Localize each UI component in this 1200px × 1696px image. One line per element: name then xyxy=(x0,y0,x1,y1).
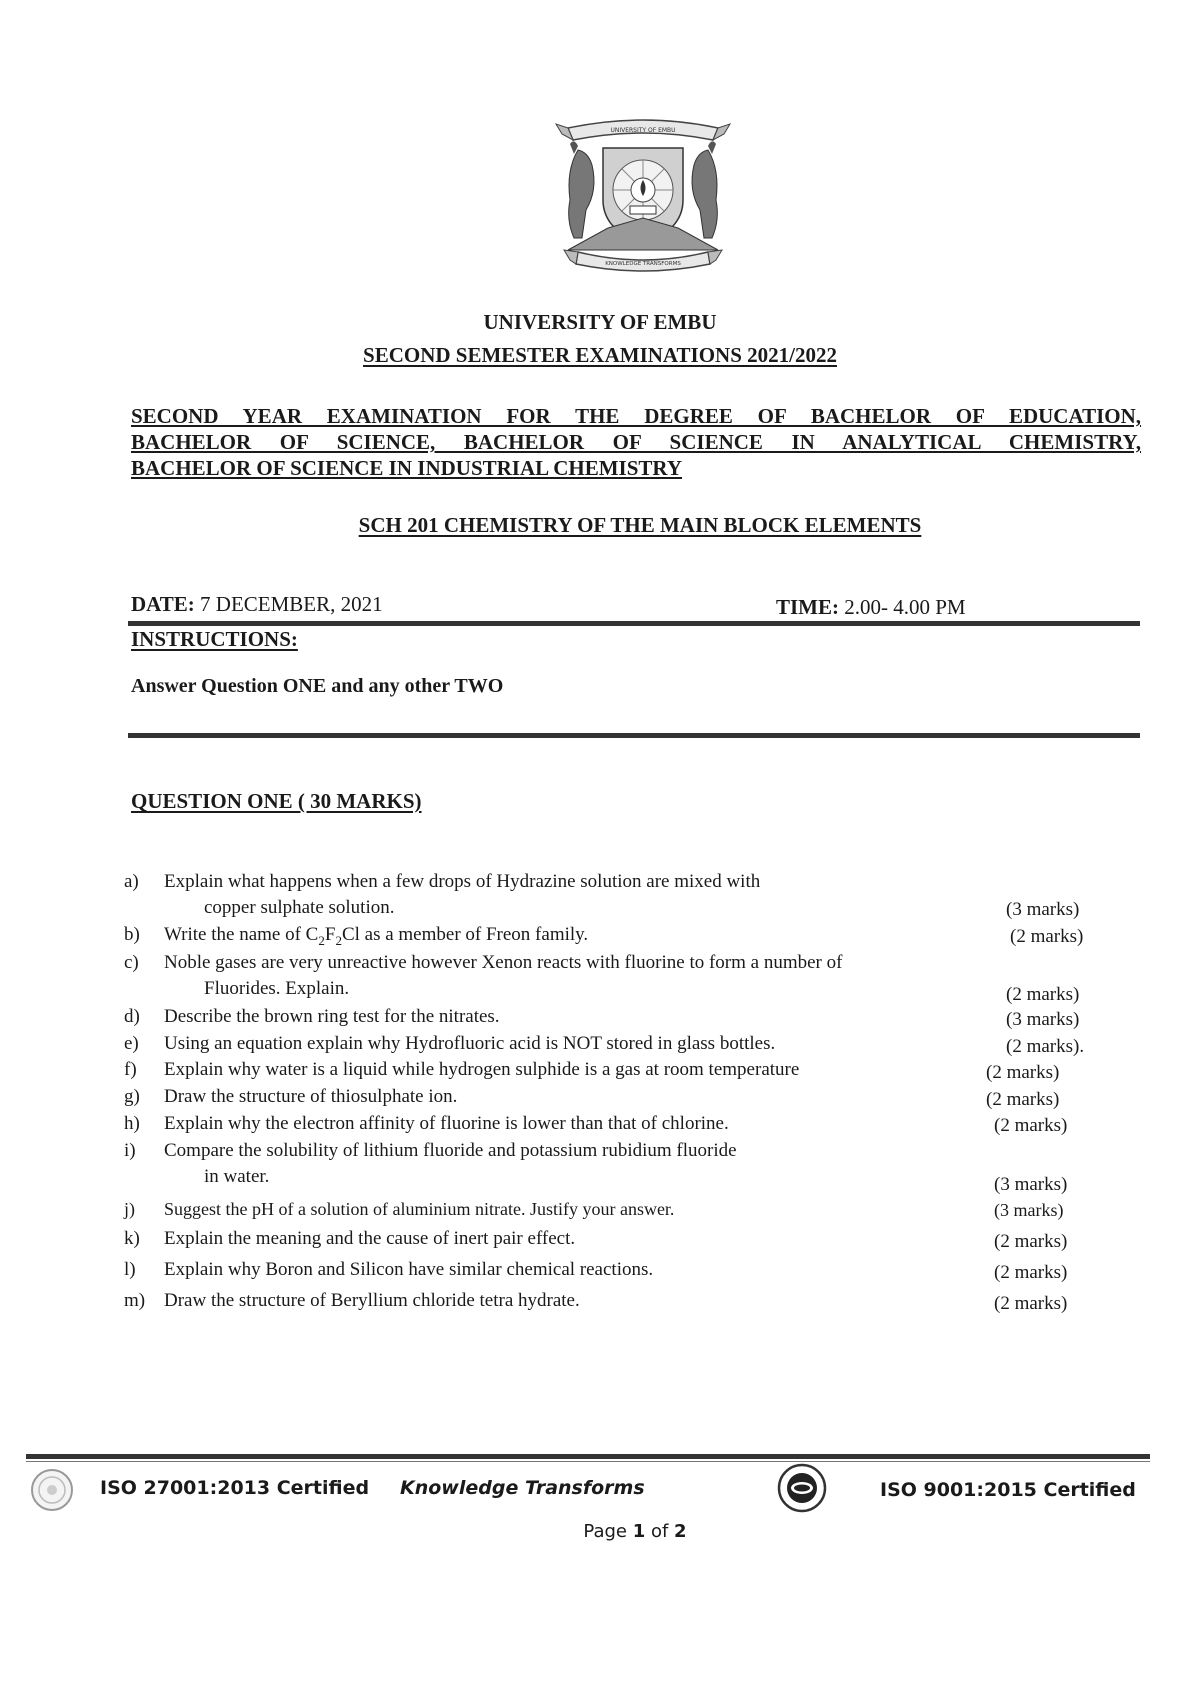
instructions-label: INSTRUCTIONS: xyxy=(131,627,298,651)
question-item: c) Noble gases are very unreactive however Xenon reacts with fluorine to form a number of Fluorides. Explain. (2 marks) xyxy=(124,952,1080,1005)
footer-divider xyxy=(26,1454,1150,1459)
question-item: b) Write the name of $C_2F_2Cl$ as a member of Freon family. (2 marks) xyxy=(124,924,1084,948)
university-name: UNIVERSITY OF EMBU xyxy=(483,310,717,334)
university-crest-logo xyxy=(548,110,738,280)
time-label: TIME: xyxy=(776,595,839,619)
question-item: a) Explain what happens when a few drops of Hydrazine solution are mixed with copper sulphate solution. (3 marks) xyxy=(124,871,1080,920)
exam-date xyxy=(131,592,383,617)
iso-certification-seal-icon xyxy=(30,1468,74,1512)
instructions-text: Answer Question ONE and any other TWO xyxy=(131,675,504,697)
semester-title: SECOND SEMESTER EXAMINATIONS 2021/2022 xyxy=(363,343,837,367)
question-item: i) Compare the solubility of lithium fluoride and potassium rubidium fluoride in water. (3 marks) xyxy=(124,1140,1068,1195)
crest-top-banner-text: UNIVERSITY OF EMBU xyxy=(610,127,676,134)
question-one-title: QUESTION ONE ( 30 MARKS) xyxy=(131,789,422,813)
page-number: Page 1 of 2 xyxy=(583,1521,687,1542)
degree-line-1: SECOND YEAR EXAMINATION FOR THE DEGREE OF BACHELOR OF EDUCATION, xyxy=(131,404,1141,428)
exam-time xyxy=(776,595,966,620)
footer-divider-thin xyxy=(26,1461,1150,1462)
course-title: SCH 201 CHEMISTRY OF THE MAIN BLOCK ELEMENTS xyxy=(358,513,922,537)
instructions-divider xyxy=(128,733,1140,738)
iso-9001-certification: ISO 9001:2015 Certified xyxy=(880,1479,1136,1501)
time-value: 2.00- 4.00 PM xyxy=(844,595,966,619)
degree-line-3: BACHELOR OF SCIENCE IN INDUSTRIAL CHEMISTRY xyxy=(131,456,683,480)
header-divider xyxy=(128,621,1140,626)
date-label: DATE: xyxy=(131,592,195,616)
iso-27001-certification: ISO 27001:2013 Certified xyxy=(100,1477,370,1499)
date-value: 7 DECEMBER, 2021 xyxy=(200,592,383,616)
degree-programmes xyxy=(131,403,1141,481)
kebs-certification-seal-icon xyxy=(777,1463,827,1513)
university-motto: Knowledge Transforms xyxy=(400,1477,645,1499)
crest-bottom-banner-text: KNOWLEDGE TRANSFORMS xyxy=(605,261,681,267)
degree-line-2: BACHELOR OF SCIENCE, BACHELOR OF SCIENCE IN ANALYTICAL CHEMISTRY, xyxy=(131,430,1141,454)
